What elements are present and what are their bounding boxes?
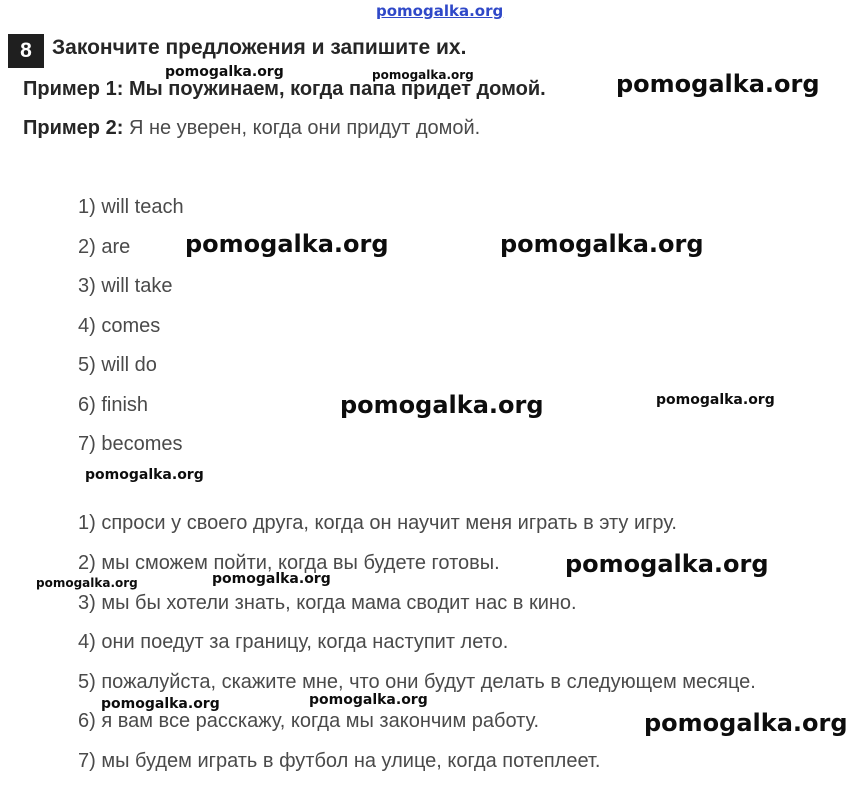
watermark: pomogalka.org (85, 467, 204, 483)
watermark: pomogalka.org (165, 64, 284, 80)
translation-item-7: 7) мы будем играть в футбол на улице, когда потеплеет. (78, 750, 601, 772)
answer-item-5: 5) will do (78, 354, 157, 376)
watermark: pomogalka.org (309, 692, 428, 708)
example-2 (23, 117, 480, 140)
answer-item-7: 7) becomes (78, 433, 183, 455)
watermark: pomogalka.org (500, 230, 704, 258)
example-2-text: Я не уверен, когда они придут домой. (128, 117, 481, 139)
watermark: pomogalka.org (565, 550, 769, 578)
example-1-label: Пример 1: (23, 78, 124, 100)
task-number-badge: 8 (8, 34, 44, 68)
example-1-text: Мы поужинаем, когда папа придет домой. (128, 78, 546, 100)
answer-item-1: 1) will teach (78, 196, 184, 218)
watermark: pomogalka.org (101, 696, 220, 712)
answer-item-6: 6) finish (78, 394, 149, 416)
watermark: pomogalka.org (372, 68, 474, 82)
watermark-top-link[interactable]: pomogalka.org (376, 2, 504, 20)
translation-item-2: 2) мы сможем пойти, когда вы будете готовы. (78, 552, 500, 574)
watermark: pomogalka.org (185, 230, 389, 258)
example-2-label: Пример 2: (23, 117, 124, 139)
task-title: Закончите предложения и запишите их. (52, 36, 467, 59)
answer-item-2: 2) are (78, 236, 131, 258)
watermark: pomogalka.org (36, 576, 138, 590)
answer-item-3: 3) will take (78, 275, 173, 297)
watermark: pomogalka.org (212, 571, 331, 587)
watermark: pomogalka.org (656, 392, 775, 408)
watermark: pomogalka.org (340, 391, 544, 419)
translation-item-5: 5) пожалуйста, скажите мне, что они будут делать в следующем месяце. (78, 671, 756, 693)
translation-item-6: 6) я вам все расскажу, когда мы закончим работу. (78, 710, 540, 732)
translation-item-1: 1) спроси у своего друга, когда он научит меня играть в эту игру. (78, 512, 677, 534)
watermark: pomogalka.org (644, 709, 848, 737)
watermark: pomogalka.org (616, 70, 820, 98)
translation-item-4: 4) они поедут за границу, когда наступит лето. (78, 631, 509, 653)
answer-item-4: 4) comes (78, 315, 161, 337)
translation-item-3: 3) мы бы хотели знать, когда мама сводит нас в кино. (78, 592, 577, 614)
